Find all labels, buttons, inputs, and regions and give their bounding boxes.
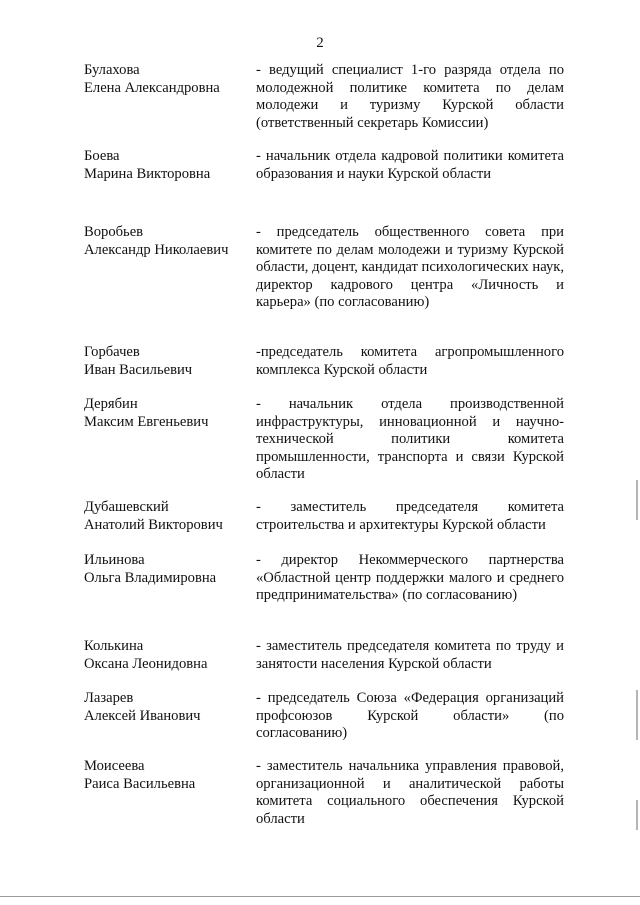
member-role: - заместитель председателя комитета строительства и архитектуры Курской области [256, 499, 564, 533]
member-name [84, 638, 254, 673]
member-surname: Ильинова [84, 552, 145, 568]
scan-bottom-edge [0, 896, 640, 897]
member-given-names: Алексей Иванович [84, 707, 201, 724]
member-role: - председатель Союза «Федерация организаций профсоюзов Курской области» (по согласованию) [256, 690, 564, 741]
scan-edge-mark [636, 480, 638, 520]
member-role: - директор Некоммерческого партнерства «Областной центр поддержки малого и среднего предпринимательства» (по согласованию) [256, 552, 564, 603]
member-name [84, 758, 254, 793]
member-name [84, 499, 254, 534]
member-given-names: Ольга Владимировна [84, 569, 217, 586]
member-role: - председатель общественного совета при комитете по делам молодежи и туризму Курской области, доцент, кандидат психологических наук, директор кадрового центра «Личность и карьера» (по согласованию) [256, 224, 564, 310]
member-surname: Боева [84, 148, 120, 164]
member-name [84, 690, 254, 725]
member-surname: Моисеева [84, 758, 145, 774]
member-name [84, 396, 254, 431]
member-name [84, 62, 254, 97]
member-given-names: Иван Васильевич [84, 361, 193, 378]
member-given-names: Оксана Леонидовна [84, 655, 208, 672]
member-surname: Дубашевский [84, 499, 169, 515]
member-surname: Колькина [84, 638, 144, 654]
member-name [84, 344, 254, 379]
member-given-names: Александр Николаевич [84, 241, 229, 258]
scan-edge-mark [636, 800, 638, 830]
member-role: -председатель комитета агропромышленного комплекса Курской области [256, 344, 564, 378]
member-given-names: Анатолий Викторович [84, 516, 223, 533]
member-name [84, 224, 254, 259]
scan-edge-mark [636, 690, 638, 740]
member-given-names: Максим Евгеньевич [84, 413, 209, 430]
member-given-names: Елена Александровна [84, 79, 220, 96]
member-role: - заместитель председателя комитета по труду и занятости населения Курской области [256, 638, 564, 672]
member-surname: Лазарев [84, 690, 134, 706]
member-surname: Булахова [84, 62, 140, 78]
member-role: - ведущий специалист 1-го разряда отдела по молодежной политике комитета по делам молодежи и туризму Курской области (ответственный секретарь Комиссии) [256, 62, 564, 131]
member-name [84, 148, 254, 183]
member-given-names: Раиса Васильевна [84, 775, 196, 792]
member-role: - заместитель начальника управления правовой, организационной и аналитической работы комитета социального обеспечения Курской области [256, 758, 564, 827]
page-number: 2 [316, 35, 324, 51]
member-surname: Воробьев [84, 224, 144, 240]
member-role: - начальник отдела кадровой политики комитета образования и науки Курской области [256, 148, 564, 182]
member-name [84, 552, 254, 587]
member-role: - начальник отдела производственной инфраструктуры, инновационной и научно-технической политики комитета промышленности, транспорта и связи Курской области [256, 396, 564, 482]
member-given-names: Марина Викторовна [84, 165, 211, 182]
member-surname: Дерябин [84, 396, 138, 412]
member-surname: Горбачев [84, 344, 140, 360]
